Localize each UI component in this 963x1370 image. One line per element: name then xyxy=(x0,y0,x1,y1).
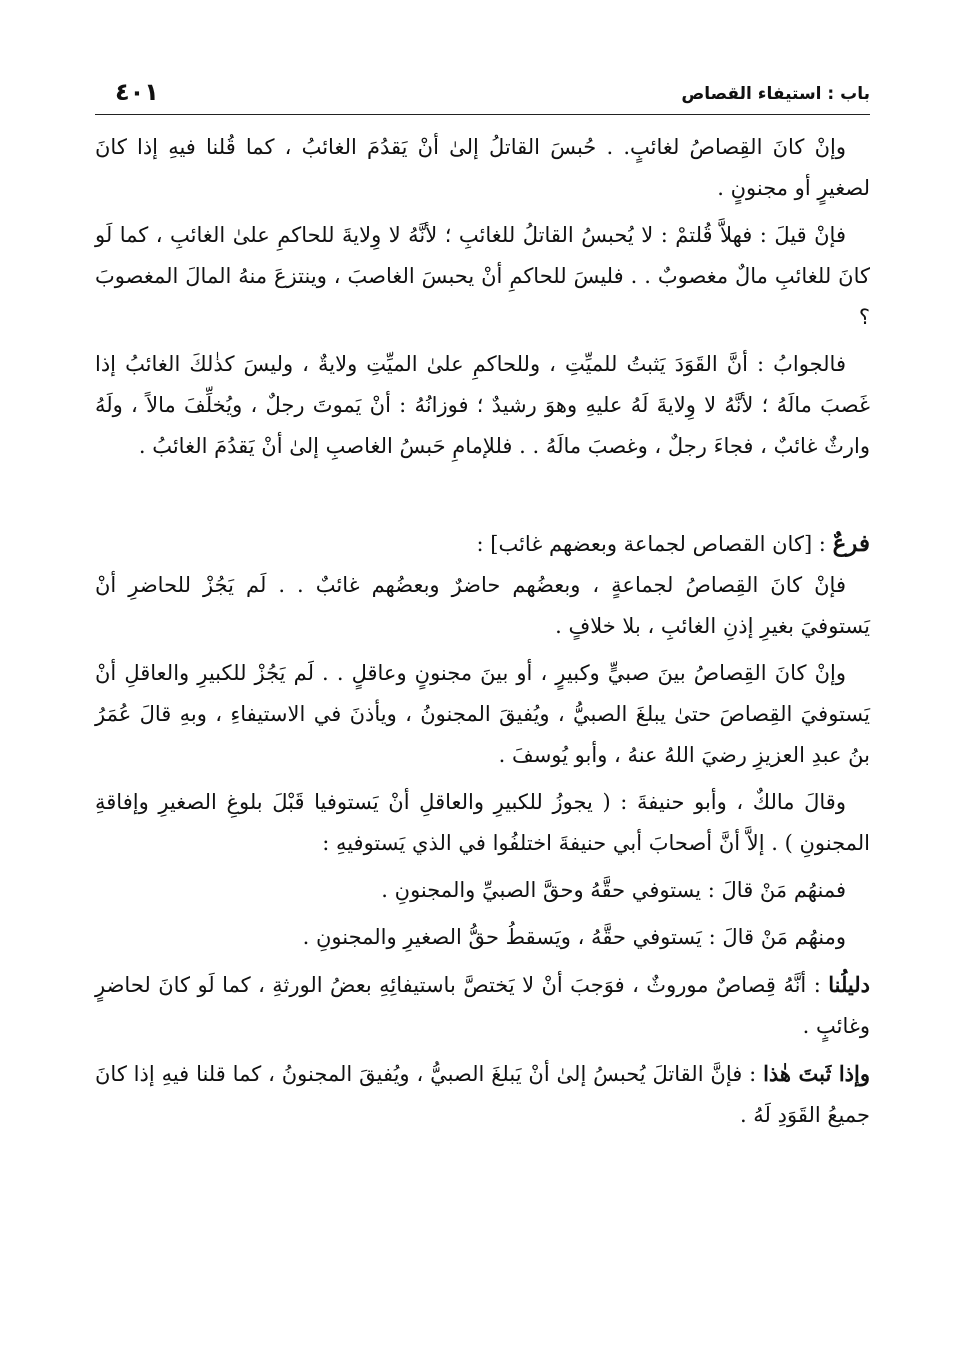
conclusion-label: وإذا ثَبتَ هٰذا xyxy=(763,1061,870,1086)
page-header xyxy=(95,70,870,115)
running-title: باب : استيفاء القصاص xyxy=(681,84,870,104)
paragraph-5: وإنْ كانَ القِصاصُ بينَ صبيٍّ وكبيرٍ ، أو بينَ مجنونٍ وعاقلٍ . . لَم يَجُزْ للكبيرِ والعاقلِ أنْ يَستوفيَ القِصاصَ حتىٰ يبلغَ الصبيُّ ، ويُفيقَ المجنونُ ، ويأذنَ في الاستيفاءِ ، وبهِ قالَ عُمَرُ بنُ عبدِ العزيزِ رضيَ اللهُ عنهُ ، وأبو يُوسفَ . xyxy=(95,661,870,767)
paragraph-6: وقالَ مالكٌ ، وأبو حنيفةَ : ( يجوزُ للكبيرِ والعاقلِ أنْ يَستوفيا قَبْلَ بلوغِ الصغيرِ وإفاقةِ المجنونِ ) . إلاَّ أنَّ أصحابَ أبي حنيفةَ اختلفُوا في الذي يَستوفيهِ : xyxy=(95,790,870,855)
conclusion-paragraph xyxy=(95,1053,870,1136)
evidence-paragraph xyxy=(95,964,870,1047)
branch-title: : [كان القصاص لجماعة وبعضهم غائب] : xyxy=(476,532,826,556)
evidence-text: : أنَّهُ قِصاصٌ موروثٌ ، فوَجبَ أنْ لا يَختصَّ باستيفائِهِ بعضُ الورثةِ ، كما لَو كانَ لحاضرٍ وغائبٍ . xyxy=(95,973,870,1038)
paragraph-3: فالجوابُ : أنَّ القَوَدَ يَثبتُ للميِّتِ ، وللحاكمِ علىٰ الميِّتِ ولايةٌ ، وليسَ كذٰلكَ الغائبُ إذا غَصبَ مالَهُ ؛ لأنَّهُ لا وِلايةَ لَهُ عليهِ وهوَ رشيدٌ ؛ فوزانُهُ : أنْ يَموتَ رجلٌ ، ويُخلِّفَ مالاً ، ولَهُ وارثٌ غائبٌ ، فجاءَ رجلٌ ، وغصبَ مالَهُ . . فللإمامِ حَبسُ الغاصبِ إلىٰ أنْ يَقدُمَ الغائبُ . xyxy=(95,352,870,458)
paragraph-2: فإنْ قيلَ : فهلاَّ قُلتمْ : لا يُحبسُ القاتلُ للغائبِ ؛ لأنَّهُ لا وِلايةَ للحاكمِ علىٰ الغائبِ ، كما لَو كانَ للغائبِ مالٌ مغصوبٌ . . فليسَ للحاكمِ أنْ يحبسَ الغاصبَ ، وينتزعَ منهُ المالَ المغصوبَ ؟ xyxy=(95,223,870,329)
branch-heading xyxy=(95,523,870,565)
conclusion-text: : فإنَّ القاتلَ يُحبسُ إلىٰ أنْ يَبلغَ الصبيُّ ، ويُفيقَ المجنونُ ، كما قلنا فيهِ إذا كانَ جميعُ القَوَدِ لَهُ . xyxy=(95,1062,870,1127)
paragraph-7: فمنهُم مَنْ قالَ : يستوفي حقَّهُ وحقَّ الصبيِّ والمجنونِ . xyxy=(381,878,846,902)
paragraph-8: ومنهُم مَنْ قالَ : يَستوفي حقَّهُ ، ويَسقطُ حقُّ الصغيرِ والمجنونِ . xyxy=(302,925,846,949)
page-number: ٤٠١ xyxy=(115,78,159,106)
body-text xyxy=(95,127,870,1136)
evidence-label: دليلُنا xyxy=(828,972,870,997)
branch-label: فرعٌ xyxy=(832,530,870,557)
paragraph-4: فإنْ كانَ القِصاصُ لجماعةٍ ، وبعضُهم حاضرٌ وبعضُهم غائبٌ . . لَم يَجُزْ للحاضرِ أنْ يَستوفيَ بغيرِ إذنِ الغائبِ ، بلا خلافٍ . xyxy=(95,573,870,638)
paragraph-1: وإنْ كانَ القِصاصُ لغائبٍ. . حُبسَ القاتلُ إلىٰ أنْ يَقدُمَ الغائبُ ، كما قُلنا فيهِ إذا كانَ لصغيرٍ أو مجنونٍ . xyxy=(95,135,870,200)
page xyxy=(95,70,870,1136)
